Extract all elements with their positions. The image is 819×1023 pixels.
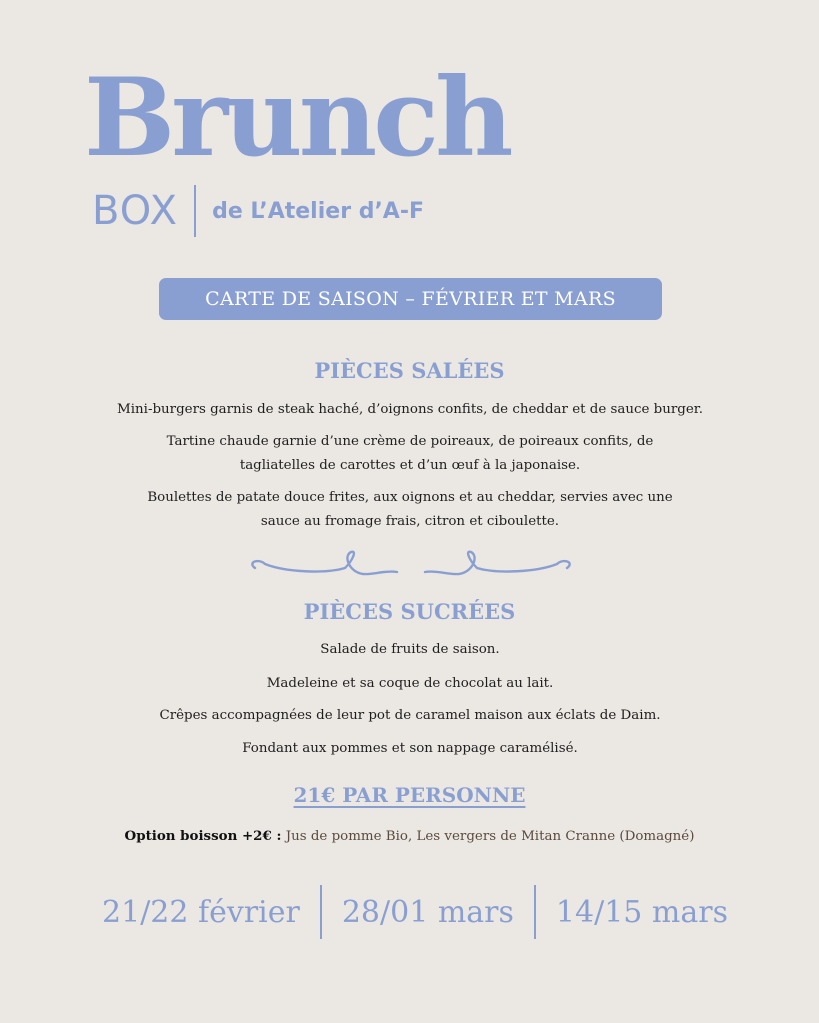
savory-section-title: PIÈCES SALÉES — [314, 358, 505, 383]
season-badge: CARTE DE SAISON – FÉVRIER ET MARS — [159, 278, 662, 320]
date-divider-2 — [534, 885, 536, 939]
drink-option — [0, 828, 819, 844]
sweet-item-1: Salade de fruits de saison. — [320, 642, 500, 657]
brand-atelier-label: de L’Atelier d’A-F — [212, 198, 424, 224]
drink-option-label: Option boisson +2€ : — [124, 828, 282, 844]
brand-title: Brunch — [84, 55, 510, 181]
savory-item-2-line-1: Tartine chaude garnie d’une crème de poireaux, de poireaux confits, de — [166, 434, 654, 449]
savory-item-3-line-1: Boulettes de patate douce frites, aux oignons et au cheddar, servies avec une — [147, 490, 673, 505]
drink-option-text: Jus de pomme Bio, Les vergers de Mitan Cranne (Domagné) — [285, 829, 695, 844]
date-3: 14/15 mars — [555, 894, 728, 930]
sweet-item-4: Fondant aux pommes et son nappage caramélisé. — [242, 741, 578, 756]
brand-box-label: BOX — [92, 188, 179, 234]
date-divider-1 — [320, 885, 322, 939]
dates-row — [90, 882, 740, 942]
brand-divider — [194, 185, 196, 237]
savory-item-2-line-2: tagliatelles de carottes et d’un œuf à la japonaise. — [239, 458, 581, 473]
price-label: 21€ PAR PERSONNE — [293, 783, 526, 807]
savory-item-1-line-1: Mini-burgers garnis de steak haché, d’oignons confits, de cheddar et de sauce burger. — [117, 402, 703, 417]
savory-item-3-line-2: sauce au fromage frais, citron et ciboulette. — [260, 514, 560, 529]
savory-item-3 — [60, 486, 760, 534]
date-2: 28/01 mars — [341, 894, 514, 930]
savory-item-1 — [60, 398, 760, 422]
date-1: 21/22 février — [102, 894, 300, 930]
savory-item-2 — [60, 430, 760, 478]
sweet-item-2: Madeleine et sa coque de chocolat au lait. — [266, 676, 554, 691]
sweet-item-3: Crêpes accompagnées de leur pot de caramel maison aux éclats de Daim. — [159, 708, 661, 723]
brand-subtitle — [92, 185, 424, 237]
flourish-divider-icon — [245, 548, 580, 580]
sweet-section-title: PIÈCES SUCRÉES — [303, 599, 516, 624]
